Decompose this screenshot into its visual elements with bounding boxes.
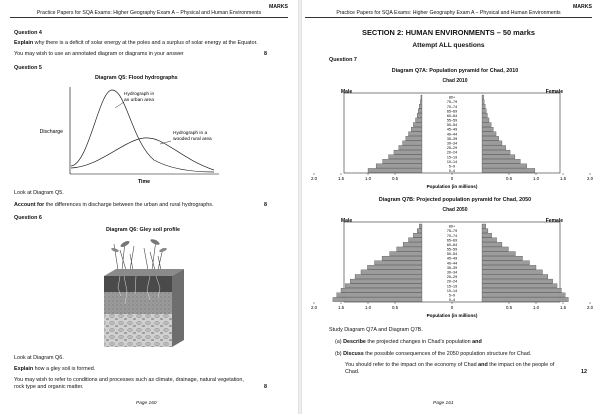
right-header — [305, 4, 592, 17]
x-axis-label: Time — [137, 179, 151, 185]
male-bar-70–74 — [419, 104, 422, 108]
question-5-look: Look at Diagram Q5. — [14, 190, 64, 196]
x-tick-label: 1.5 — [559, 305, 567, 310]
female-bar-45–49 — [482, 256, 523, 260]
female-bar-35–39 — [482, 265, 536, 269]
mottled-texture — [104, 292, 172, 314]
male-bar-55–59 — [397, 247, 422, 251]
left-header — [10, 4, 288, 17]
age-group-label: 0–4 — [448, 298, 456, 303]
female-bar-45–49 — [482, 127, 493, 131]
female-bar-55–59 — [482, 118, 489, 122]
age-group-label: 65–69 — [446, 238, 458, 243]
female-bar-25–29 — [482, 274, 548, 278]
question-6-note-line-2: rock type and organic matter. — [14, 384, 84, 390]
female-bar-0–4 — [482, 297, 568, 301]
age-group-label: 65–69 — [446, 109, 458, 114]
question-6-note-line-1: You may wish to refer to conditions and processes such as climate, drainage, natural vegetation, — [14, 377, 244, 383]
rural-label-pointer — [160, 141, 171, 144]
male-bar-45–49 — [411, 127, 422, 131]
question-4-note: You may wish to use an annotated diagram or diagrams in your answer — [14, 51, 184, 57]
diagram-q7b-subtitle: Chad 2050 — [442, 207, 468, 213]
age-group-label: 15–19 — [446, 284, 458, 289]
x-tick-label: 2.0 — [310, 176, 318, 181]
female-label: Female — [545, 89, 563, 95]
age-group-label: 55–59 — [446, 118, 458, 123]
male-bar-25–29 — [399, 145, 422, 149]
urban-label-pointer — [115, 102, 124, 108]
age-group-label: 5–9 — [448, 164, 456, 169]
male-bar-70–74 — [413, 233, 422, 237]
age-group-label: 45–49 — [446, 127, 458, 132]
age-group-label: 35–39 — [446, 265, 458, 270]
refer-text: the impact on the people of — [487, 362, 555, 368]
question-4-marks: 8 — [264, 51, 267, 57]
command-word: Discuss — [343, 351, 364, 357]
male-bar-5–9 — [376, 164, 422, 168]
female-bar-70–74 — [482, 233, 492, 237]
male-bar-65–69 — [418, 109, 422, 113]
left-page-number: Page 160 — [136, 401, 157, 406]
rural-hydrograph-line — [71, 138, 214, 170]
flood-hydrograph-chart — [14, 82, 254, 185]
female-bar-60–64 — [482, 242, 502, 246]
female-bar-15–19 — [482, 155, 515, 159]
question-6-marks: 8 — [264, 384, 267, 390]
age-group-label: 45–49 — [446, 256, 458, 261]
x-tick-label: 0 — [450, 305, 454, 310]
female-bar-65–69 — [482, 109, 486, 113]
male-bar-25–29 — [355, 274, 422, 278]
age-group-label: 15–19 — [446, 155, 458, 160]
male-bar-5–9 — [337, 293, 422, 297]
soil-block-side — [172, 269, 184, 347]
female-bar-60–64 — [482, 113, 487, 117]
right-page-number: Page 161 — [433, 401, 454, 406]
question-4-heading: Question 4 — [14, 30, 42, 36]
female-bar-0–4 — [482, 168, 535, 172]
female-bar-30–34 — [482, 141, 502, 145]
question-4-text — [14, 40, 258, 46]
question-4-body: why there is a deficit of solar energy at the poles and a surplus of solar energy at the Equator. — [33, 40, 258, 46]
grass-plants — [111, 238, 168, 270]
question-7a — [335, 339, 482, 345]
male-bar-55–59 — [416, 118, 422, 122]
organic-horizon — [104, 276, 172, 292]
male-label: Male — [341, 89, 353, 95]
x-tick-label: 1.0 — [364, 305, 372, 310]
male-bar-35–39 — [406, 136, 422, 140]
marks-label: MARKS — [268, 4, 288, 10]
female-bar-65–69 — [482, 238, 497, 242]
male-bar-40–44 — [374, 261, 422, 265]
and-word: and — [478, 362, 488, 368]
urban-label-line-2: an urban area — [124, 98, 154, 103]
question-5-body: the differences in discharge between the urban and rural hydrographs. — [44, 202, 214, 208]
female-bar-35–39 — [482, 136, 499, 140]
age-group-label: 80+ — [448, 224, 456, 229]
age-group-label: 10–14 — [446, 159, 458, 164]
question-6-text — [14, 366, 95, 372]
urban-label-line-1: Hydrograph in — [124, 92, 155, 97]
x-tick-label: 1.0 — [532, 305, 540, 310]
rural-label-line-2: wooded rural area — [173, 137, 212, 142]
female-label: Female — [545, 218, 563, 224]
male-bar-30–34 — [361, 270, 422, 274]
diagram-q7a-subtitle: Chad 2010 — [442, 78, 468, 84]
stones-texture — [104, 314, 172, 347]
question-6-body: how a gley soil is formed. — [33, 366, 96, 372]
male-bar-75–79 — [420, 100, 422, 104]
male-bar-35–39 — [367, 265, 422, 269]
age-group-label: 5–9 — [448, 293, 456, 298]
female-bar-50–54 — [482, 252, 515, 256]
diagram-q6-title: Diagram Q6: Gley soil profile — [106, 227, 180, 233]
x-tick-label: 0 — [450, 176, 454, 181]
x-tick-label: 0.5 — [505, 305, 513, 310]
male-bar-65–69 — [409, 238, 423, 242]
age-group-label: 70–74 — [446, 233, 458, 238]
female-bar-15–19 — [482, 284, 557, 288]
age-group-label: 30–34 — [446, 141, 458, 146]
diagram-q5-title: Diagram Q5: Flood hydrographs — [95, 75, 178, 81]
female-bar-20–24 — [482, 150, 510, 154]
male-bar-30–34 — [403, 141, 422, 145]
female-bar-75–79 — [482, 229, 488, 233]
age-group-label: 25–29 — [446, 275, 458, 280]
age-group-label: 20–24 — [446, 279, 458, 284]
male-bar-20–24 — [350, 279, 422, 283]
part-b-label: (b) — [335, 351, 344, 357]
question-7b — [335, 351, 531, 357]
female-bar-20–24 — [482, 279, 553, 283]
y-axis-label: Discharge — [39, 129, 63, 135]
female-bar-75–79 — [482, 100, 484, 104]
age-group-label: 35–39 — [446, 136, 458, 141]
part-a-label: (a) — [335, 339, 344, 345]
male-bar-10–14 — [383, 159, 422, 163]
age-group-label: 80+ — [448, 95, 456, 100]
population-pyramid-2050 — [310, 213, 594, 321]
diagram-q7b-title: Diagram Q7B: Projected population pyramid for Chad, 2050 — [378, 197, 532, 203]
female-bar-80+ — [482, 95, 484, 99]
male-bar-60–64 — [417, 113, 422, 117]
female-bar-30–34 — [482, 270, 542, 274]
male-bar-15–19 — [345, 284, 422, 288]
male-bar-75–79 — [417, 229, 422, 233]
male-bar-80+ — [419, 224, 422, 228]
question-6-look: Look at Diagram Q6. — [14, 355, 64, 361]
age-group-label: 20–24 — [446, 150, 458, 155]
x-tick-label: 2.0 — [310, 305, 318, 310]
female-bar-5–9 — [482, 164, 527, 168]
question-7-marks: 12 — [581, 369, 587, 375]
male-bar-0–4 — [368, 168, 422, 172]
command-word: Explain — [14, 366, 34, 372]
x-axis-label: Population (in millions) — [426, 313, 478, 318]
female-bar-10–14 — [482, 159, 520, 163]
header-rule — [10, 17, 288, 18]
left-page — [0, 0, 295, 414]
question-7-refer-line-1 — [345, 362, 554, 368]
x-tick-label: 1.5 — [337, 305, 345, 310]
x-tick-label: 1.5 — [559, 176, 567, 181]
age-group-label: 40–44 — [446, 132, 458, 137]
x-tick-label: 1.0 — [364, 176, 372, 181]
right-page — [305, 0, 600, 414]
male-bar-10–14 — [341, 288, 422, 292]
x-tick-label: 0.5 — [391, 305, 399, 310]
command-word: Describe — [343, 339, 366, 345]
section-title: SECTION 2: HUMAN ENVIRONMENTS – 50 marks — [362, 28, 535, 37]
question-7-study: Study Diagram Q7A and Diagram Q7B. — [329, 327, 423, 333]
question-5-heading: Question 5 — [14, 65, 42, 71]
male-bar-40–44 — [409, 132, 423, 136]
male-bar-45–49 — [382, 256, 422, 260]
x-tick-label: 2.0 — [586, 176, 594, 181]
question-5-text — [14, 202, 213, 208]
age-group-label: 60–64 — [446, 113, 458, 118]
x-tick-label: 1.0 — [532, 176, 540, 181]
age-group-label: 10–14 — [446, 288, 458, 293]
running-header: Practice Papers for SQA Exams: Higher Geography Exam A – Physical and Human Environments — [36, 10, 262, 17]
book-gutter — [298, 0, 302, 414]
part-a-body: the projected changes in Chad’s population — [365, 339, 473, 345]
female-bar-70–74 — [482, 104, 485, 108]
x-tick-label: 0.5 — [505, 176, 513, 181]
attempt-instruction: Attempt ALL questions — [412, 42, 485, 49]
male-bar-20–24 — [394, 150, 422, 154]
male-bar-15–19 — [389, 155, 422, 159]
command-word: Explain — [14, 40, 34, 46]
age-group-label: 40–44 — [446, 261, 458, 266]
female-bar-40–44 — [482, 132, 496, 136]
age-group-label: 75–79 — [446, 100, 458, 105]
female-bar-55–59 — [482, 247, 508, 251]
female-bar-80+ — [482, 224, 486, 228]
male-bar-50–54 — [413, 123, 422, 127]
command-word: Account for — [14, 202, 45, 208]
age-group-label: 55–59 — [446, 247, 458, 252]
female-bar-40–44 — [482, 261, 530, 265]
male-bar-0–4 — [333, 297, 422, 301]
female-bar-50–54 — [482, 123, 491, 127]
x-tick-label: 1.5 — [337, 176, 345, 181]
header-rule — [305, 17, 592, 18]
x-axis-label: Population (in millions) — [426, 184, 478, 189]
age-group-label: 50–54 — [446, 252, 458, 257]
age-group-label: 60–64 — [446, 242, 458, 247]
population-pyramid-2010 — [310, 84, 594, 192]
age-group-label: 0–4 — [448, 169, 456, 174]
question-6-heading: Question 6 — [14, 215, 42, 221]
question-5-marks: 8 — [264, 202, 267, 208]
male-bar-50–54 — [390, 252, 422, 256]
running-header: Practice Papers for SQA Exams: Higher Geography Exam A – Physical and Human Environments — [336, 10, 561, 17]
question-7-heading: Question 7 — [329, 57, 357, 63]
age-group-label: 50–54 — [446, 123, 458, 128]
x-tick-label: 2.0 — [586, 305, 594, 310]
age-group-label: 30–34 — [446, 270, 458, 275]
diagram-q7a-title: Diagram Q7A: Population pyramid for Chad, 2010 — [391, 68, 519, 74]
part-b-body: the possible consequences of the 2050 population structure for Chad. — [363, 351, 532, 357]
question-7-refer-line-2: Chad. — [345, 369, 360, 375]
age-group-label: 70–74 — [446, 104, 458, 109]
male-label: Male — [341, 218, 353, 224]
female-bar-5–9 — [482, 293, 565, 297]
male-bar-60–64 — [403, 242, 422, 246]
male-bar-80+ — [421, 95, 422, 99]
female-bar-25–29 — [482, 145, 506, 149]
female-bar-10–14 — [482, 288, 561, 292]
marks-label: MARKS — [572, 4, 592, 10]
soil-surface — [104, 269, 184, 276]
age-group-label: 25–29 — [446, 146, 458, 151]
rural-label-line-1: Hydrograph in a — [173, 131, 208, 136]
x-tick-label: 0.5 — [391, 176, 399, 181]
gley-soil-profile-illustration — [100, 236, 190, 350]
and-word: and — [472, 339, 482, 345]
age-group-label: 75–79 — [446, 229, 458, 234]
refer-text: You should refer to the impact on the economy of Chad — [345, 362, 479, 368]
